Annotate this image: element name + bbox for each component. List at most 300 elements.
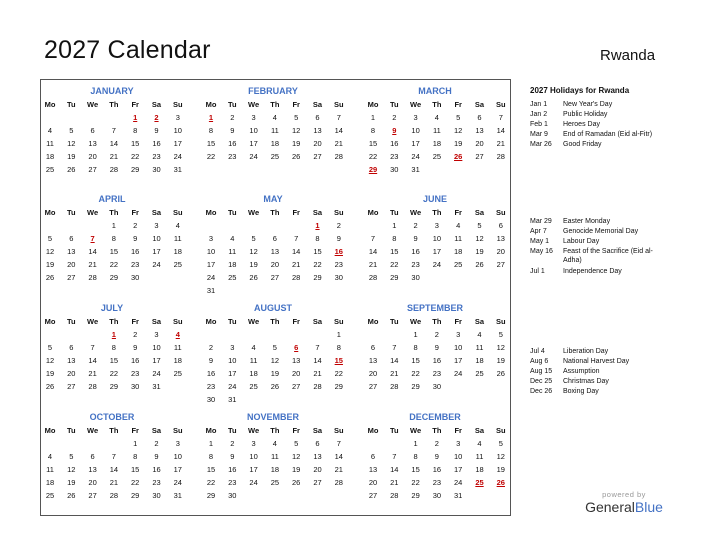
calendar-day: 2 xyxy=(133,221,138,230)
calendar-day: 25 xyxy=(45,491,55,500)
weekday-header: Th xyxy=(270,426,280,435)
calendar-day: 23 xyxy=(432,369,442,378)
calendar-day: 3 xyxy=(175,113,180,122)
calendar-day: 5 xyxy=(272,343,277,352)
calendar-day: 28 xyxy=(292,273,301,282)
weekday-header: Fr xyxy=(454,426,462,435)
calendar-day: 10 xyxy=(152,234,161,243)
calendar-day: 16 xyxy=(228,465,237,474)
calendar-day: 29 xyxy=(109,382,119,391)
holiday-date: Feb 1 xyxy=(530,121,548,128)
weekday-header: We xyxy=(248,100,260,109)
holiday-name: Independence Day xyxy=(563,267,622,275)
holiday-name: Labour Day xyxy=(563,238,600,245)
calendar-day: 14 xyxy=(496,126,505,135)
calendar-day: 20 xyxy=(292,369,301,378)
weekday-header: Fr xyxy=(292,100,300,109)
calendar-day: 28 xyxy=(334,152,343,161)
weekday-header: Su xyxy=(173,317,183,326)
calendar-day: 9 xyxy=(208,356,214,365)
weekday-header: We xyxy=(410,317,422,326)
weekday-header: Mo xyxy=(44,208,56,217)
calendar-day: 28 xyxy=(109,165,119,174)
calendar-day: 9 xyxy=(133,234,138,243)
calendar-day: 21 xyxy=(109,478,119,487)
calendar-day: 12 xyxy=(475,234,484,243)
calendar-day: 9 xyxy=(434,343,439,352)
calendar-day: 7 xyxy=(336,113,341,122)
calendar-day: 9 xyxy=(133,343,138,352)
calendar-day: 21 xyxy=(109,152,119,161)
calendar-day: 29 xyxy=(313,273,322,282)
weekday-header: We xyxy=(410,426,422,435)
calendar-day: 4 xyxy=(230,234,235,243)
calendar-day: 22 xyxy=(313,260,322,269)
calendar-day: 26 xyxy=(45,273,55,282)
holiday-day: 29 xyxy=(368,165,378,174)
calendar-day: 24 xyxy=(249,478,258,487)
calendar-day: 17 xyxy=(432,247,442,256)
calendar-day: 14 xyxy=(109,465,119,474)
weekday-header: Mo xyxy=(44,317,56,326)
calendar-day: 16 xyxy=(228,139,237,148)
calendar-day: 26 xyxy=(67,491,76,500)
calendar-day: 29 xyxy=(109,273,119,282)
calendar-day: 8 xyxy=(392,234,397,243)
calendar-day: 14 xyxy=(334,126,343,135)
calendar-day: 3 xyxy=(208,234,214,243)
calendar-day: 2 xyxy=(230,439,235,448)
calendar-day: 10 xyxy=(249,452,258,461)
calendar-day: 24 xyxy=(152,369,161,378)
calendar-day: 2 xyxy=(413,221,418,230)
calendar-day: 18 xyxy=(45,152,55,161)
calendar-day: 25 xyxy=(228,273,237,282)
calendar-day: 12 xyxy=(496,452,505,461)
calendar-day: 14 xyxy=(88,356,97,365)
calendar-day: 19 xyxy=(67,152,76,161)
holiday-day: 1 xyxy=(315,221,320,230)
calendar-day: 14 xyxy=(313,356,322,365)
calendar-day: 18 xyxy=(475,356,484,365)
holiday-name: Good Friday xyxy=(563,141,602,148)
holiday-date: Apr 7 xyxy=(530,228,547,235)
month-name: JANUARY xyxy=(90,86,134,96)
holiday-name: Feast of the Sacrifice (Eid al-Adha) xyxy=(563,248,653,264)
calendar-day: 21 xyxy=(334,465,343,474)
calendar-day: 31 xyxy=(152,382,161,391)
calendar-day: 7 xyxy=(294,234,299,243)
calendar-day: 16 xyxy=(411,247,420,256)
calendar-day: 13 xyxy=(496,234,505,243)
calendar-day: 11 xyxy=(46,139,54,148)
calendar-day: 2 xyxy=(434,330,439,339)
calendar-day: 29 xyxy=(390,273,399,282)
calendar-day: 10 xyxy=(206,247,216,256)
holiday-date: Jan 1 xyxy=(530,101,548,108)
holiday-day: 6 xyxy=(294,343,299,352)
calendar-day: 8 xyxy=(133,452,138,461)
holiday-date: Jul 4 xyxy=(530,348,545,355)
calendar-day: 13 xyxy=(475,126,484,135)
calendar-day: 5 xyxy=(69,126,74,135)
calendar-day: 25 xyxy=(173,369,182,378)
weekday-header: Fr xyxy=(292,426,300,435)
month-name: OCTOBER xyxy=(89,412,135,422)
calendar-day: 31 xyxy=(206,286,216,295)
calendar-day: 3 xyxy=(251,113,256,122)
calendar-day: 6 xyxy=(315,113,320,122)
calendar-day: 12 xyxy=(45,356,55,365)
weekday-header: Fr xyxy=(131,208,139,217)
weekday-header: Su xyxy=(496,317,506,326)
calendar-day: 12 xyxy=(67,139,76,148)
calendar-day: 19 xyxy=(270,369,280,378)
calendar-day: 25 xyxy=(270,152,280,161)
calendar-day: 11 xyxy=(432,126,441,135)
calendar-day: 12 xyxy=(292,126,301,135)
calendar-day: 3 xyxy=(251,439,256,448)
calendar-day: 19 xyxy=(249,260,258,269)
calendar-day: 7 xyxy=(370,234,376,243)
holiday-day: 4 xyxy=(175,330,180,339)
calendar-day: 15 xyxy=(206,465,216,474)
holiday-day: 1 xyxy=(111,330,116,339)
calendar-day: 2 xyxy=(392,113,397,122)
weekday-header: Th xyxy=(270,208,280,217)
brand-logo xyxy=(584,490,664,515)
weekday-header: Tu xyxy=(389,317,399,326)
calendar-day: 4 xyxy=(272,113,277,122)
calendar-day: 3 xyxy=(456,439,461,448)
calendar-day: 17 xyxy=(152,356,161,365)
calendar-day: 14 xyxy=(334,452,343,461)
calendar-day: 9 xyxy=(413,234,418,243)
calendar-day: 6 xyxy=(370,452,376,461)
weekday-header: Tu xyxy=(66,100,76,109)
holiday-date: Dec 26 xyxy=(530,388,553,395)
holiday-date: Jan 2 xyxy=(530,111,548,118)
weekday-header: We xyxy=(87,426,99,435)
calendar-day: 23 xyxy=(152,478,161,487)
calendar-day: 13 xyxy=(67,247,76,256)
calendar-day: 4 xyxy=(434,113,439,122)
calendar-day: 24 xyxy=(454,478,463,487)
calendar-day: 28 xyxy=(390,491,399,500)
calendar-day: 28 xyxy=(390,382,399,391)
calendar-day: 1 xyxy=(336,330,341,339)
calendar-day: 18 xyxy=(249,369,258,378)
calendar-day: 17 xyxy=(249,465,258,474)
holiday-day: 26 xyxy=(454,152,463,161)
calendar-day: 30 xyxy=(152,165,161,174)
calendar-day: 24 xyxy=(152,260,161,269)
calendar-day: 25 xyxy=(249,382,258,391)
calendar-day: 18 xyxy=(173,247,182,256)
holiday-date: Dec 25 xyxy=(530,378,553,385)
weekday-header: We xyxy=(87,317,99,326)
calendar-day: 5 xyxy=(294,113,299,122)
weekday-header: Tu xyxy=(389,208,399,217)
calendar-day: 16 xyxy=(131,247,140,256)
calendar-day: 23 xyxy=(390,152,399,161)
calendar-day: 15 xyxy=(109,356,119,365)
weekday-header: Sa xyxy=(151,317,162,326)
weekday-header: Th xyxy=(432,426,442,435)
calendar-day: 24 xyxy=(173,152,182,161)
calendar-day: 13 xyxy=(88,139,97,148)
calendar-day: 17 xyxy=(152,247,161,256)
calendar-day: 1 xyxy=(413,330,418,339)
calendar-day: 19 xyxy=(454,139,463,148)
calendar-day: 4 xyxy=(477,330,482,339)
weekday-header: Th xyxy=(432,317,442,326)
calendar-day: 19 xyxy=(292,465,301,474)
calendar-day: 6 xyxy=(498,221,503,230)
calendar-day: 3 xyxy=(413,113,418,122)
calendar-day: 31 xyxy=(173,165,182,174)
calendar-day: 31 xyxy=(228,395,237,404)
calendar-day: 29 xyxy=(131,165,140,174)
holiday-date: Mar 29 xyxy=(530,218,552,225)
calendar-day: 30 xyxy=(432,382,442,391)
calendar-day: 8 xyxy=(413,452,418,461)
calendar-day: 13 xyxy=(270,247,280,256)
calendar-day: 16 xyxy=(206,369,216,378)
country-label: Rwanda xyxy=(600,47,656,64)
calendar-day: 8 xyxy=(111,343,116,352)
weekday-header: Mo xyxy=(367,426,379,435)
calendar-day: 4 xyxy=(251,343,256,352)
calendar-day: 24 xyxy=(173,478,182,487)
calendar-day: 2 xyxy=(154,439,159,448)
calendar-day: 10 xyxy=(228,356,237,365)
calendar-day: 13 xyxy=(313,126,322,135)
calendar-day: 13 xyxy=(292,356,301,365)
holiday-date: Aug 15 xyxy=(530,368,553,375)
powered-by-label: powered by xyxy=(602,490,646,499)
calendar-day: 5 xyxy=(456,113,461,122)
calendar-day: 17 xyxy=(249,139,258,148)
calendar-day: 2 xyxy=(208,343,214,352)
calendar-day: 22 xyxy=(411,369,420,378)
calendar-day: 6 xyxy=(477,113,482,122)
calendar-day: 13 xyxy=(368,465,378,474)
calendar-day: 1 xyxy=(133,439,138,448)
weekday-header: Tu xyxy=(227,317,237,326)
weekday-header: We xyxy=(87,100,99,109)
calendar-day: 6 xyxy=(315,439,320,448)
calendar-day: 8 xyxy=(208,126,214,135)
calendar-day: 8 xyxy=(370,126,376,135)
weekday-header: We xyxy=(410,100,422,109)
calendar-day: 9 xyxy=(230,452,235,461)
calendar-day: 28 xyxy=(496,152,505,161)
holiday-day: 2 xyxy=(154,113,159,122)
weekday-header: We xyxy=(87,208,99,217)
calendar-day: 31 xyxy=(173,491,182,500)
calendar-day: 23 xyxy=(228,478,237,487)
calendar-day: 1 xyxy=(370,113,376,122)
weekday-header: Su xyxy=(334,208,344,217)
calendar-day: 24 xyxy=(206,273,216,282)
calendar-day: 29 xyxy=(411,491,420,500)
calendar-day: 20 xyxy=(368,478,378,487)
weekday-header: Mo xyxy=(367,100,379,109)
calendar-day: 10 xyxy=(173,452,182,461)
calendar-day: 17 xyxy=(173,465,182,474)
calendar-day: 4 xyxy=(175,221,180,230)
calendar-day: 12 xyxy=(249,247,258,256)
weekday-header: Sa xyxy=(312,317,323,326)
weekday-header: Sa xyxy=(474,426,485,435)
calendar-day: 5 xyxy=(477,221,482,230)
calendar-day: 19 xyxy=(67,478,76,487)
holiday-day: 15 xyxy=(334,356,343,365)
calendar-day: 20 xyxy=(67,369,76,378)
holiday-day: 1 xyxy=(208,113,214,122)
calendar-day: 20 xyxy=(313,139,322,148)
calendar-day: 7 xyxy=(392,452,397,461)
calendar-day: 22 xyxy=(368,152,378,161)
holiday-date: Mar 9 xyxy=(530,131,548,138)
calendar-day: 25 xyxy=(454,260,463,269)
calendar-day: 18 xyxy=(270,465,280,474)
calendar-day: 28 xyxy=(88,273,97,282)
month-name: MAY xyxy=(263,194,283,204)
calendar-day: 18 xyxy=(432,139,442,148)
calendar-day: 10 xyxy=(454,343,463,352)
calendar-day: 30 xyxy=(390,165,399,174)
weekday-header: We xyxy=(248,426,260,435)
calendar-day: 24 xyxy=(411,152,420,161)
calendar-day: 22 xyxy=(109,260,119,269)
calendar-day: 5 xyxy=(498,330,503,339)
holiday-name: Heroes Day xyxy=(563,121,600,128)
calendar-day: 3 xyxy=(154,221,159,230)
weekday-header: Su xyxy=(334,426,344,435)
calendar-day: 2 xyxy=(230,113,235,122)
calendar-day: 12 xyxy=(67,465,76,474)
weekday-header: Su xyxy=(496,426,506,435)
calendar-day: 22 xyxy=(334,369,343,378)
calendar-day: 7 xyxy=(498,113,503,122)
weekday-header: Fr xyxy=(454,100,462,109)
calendar-day: 9 xyxy=(154,126,159,135)
calendar-day: 27 xyxy=(270,273,280,282)
calendar-day: 6 xyxy=(69,234,74,243)
month-name: JULY xyxy=(100,303,124,313)
calendar-day: 30 xyxy=(206,395,216,404)
weekday-header: Th xyxy=(432,208,442,217)
calendar-day: 16 xyxy=(432,356,442,365)
calendar-day: 9 xyxy=(154,452,159,461)
calendar-day: 21 xyxy=(313,369,322,378)
calendar-day: 23 xyxy=(131,369,140,378)
calendar-day: 29 xyxy=(411,382,420,391)
calendar-day: 4 xyxy=(47,126,53,135)
calendar-day: 30 xyxy=(432,491,442,500)
holiday-date: May 1 xyxy=(530,238,550,245)
weekday-header: Mo xyxy=(205,317,217,326)
calendar-day: 13 xyxy=(368,356,378,365)
weekday-header: Su xyxy=(334,317,344,326)
calendar-day: 27 xyxy=(368,382,378,391)
calendar-day: 31 xyxy=(411,165,420,174)
calendar-day: 25 xyxy=(45,165,55,174)
calendar-day: 5 xyxy=(47,234,53,243)
weekday-header: Fr xyxy=(131,100,139,109)
weekday-header: Th xyxy=(109,426,119,435)
calendar-day: 14 xyxy=(292,247,301,256)
weekday-header: Sa xyxy=(151,426,162,435)
holiday-day: 16 xyxy=(334,247,343,256)
weekday-header: Tu xyxy=(389,426,399,435)
weekday-header: Th xyxy=(109,208,119,217)
calendar-day: 24 xyxy=(454,369,463,378)
calendar-day: 27 xyxy=(88,165,97,174)
holiday-name: National Harvest Day xyxy=(563,358,630,365)
calendar-day: 28 xyxy=(368,273,378,282)
calendar-day: 8 xyxy=(133,126,138,135)
month-name: MARCH xyxy=(418,86,452,96)
calendar-day: 6 xyxy=(90,126,95,135)
calendar-day: 7 xyxy=(336,439,341,448)
calendar-day: 5 xyxy=(69,452,74,461)
weekday-header: Th xyxy=(270,317,280,326)
calendar-day: 25 xyxy=(475,369,484,378)
calendar-day: 28 xyxy=(109,491,119,500)
calendar-day: 27 xyxy=(368,491,378,500)
calendar-day: 17 xyxy=(206,260,216,269)
calendar-day: 11 xyxy=(46,465,54,474)
calendar-day: 15 xyxy=(368,139,378,148)
calendar-day: 30 xyxy=(152,491,161,500)
calendar-day: 17 xyxy=(173,139,182,148)
weekday-header: Sa xyxy=(474,317,485,326)
brand-name-part2: Blue xyxy=(634,499,663,515)
calendar-day: 21 xyxy=(390,478,399,487)
weekday-header: Mo xyxy=(44,100,56,109)
holiday-day: 7 xyxy=(90,234,95,243)
calendar-day: 11 xyxy=(270,452,279,461)
calendar-day: 3 xyxy=(434,221,439,230)
calendar-day: 16 xyxy=(390,139,399,148)
calendar-day: 15 xyxy=(390,247,399,256)
calendar-day: 20 xyxy=(368,369,378,378)
calendar-day: 30 xyxy=(411,273,420,282)
month-name: APRIL xyxy=(98,194,126,204)
calendar-day: 18 xyxy=(173,356,182,365)
holiday-name: Christmas Day xyxy=(563,378,609,385)
weekday-header: Fr xyxy=(131,426,139,435)
calendar-day: 11 xyxy=(173,343,182,352)
calendar-day: 20 xyxy=(88,478,97,487)
calendar-day: 23 xyxy=(152,152,161,161)
calendar-day: 11 xyxy=(270,126,279,135)
holiday-name: Easter Monday xyxy=(563,218,611,225)
weekday-header: Mo xyxy=(205,100,217,109)
calendar-day: 7 xyxy=(392,343,397,352)
weekday-header: Sa xyxy=(474,208,485,217)
calendar-day: 19 xyxy=(292,139,301,148)
calendar-day: 17 xyxy=(411,139,420,148)
weekday-header: Tu xyxy=(66,317,76,326)
weekday-header: We xyxy=(248,317,260,326)
calendar-day: 23 xyxy=(411,260,420,269)
calendar-day: 11 xyxy=(475,343,484,352)
calendar-day: 29 xyxy=(131,491,140,500)
